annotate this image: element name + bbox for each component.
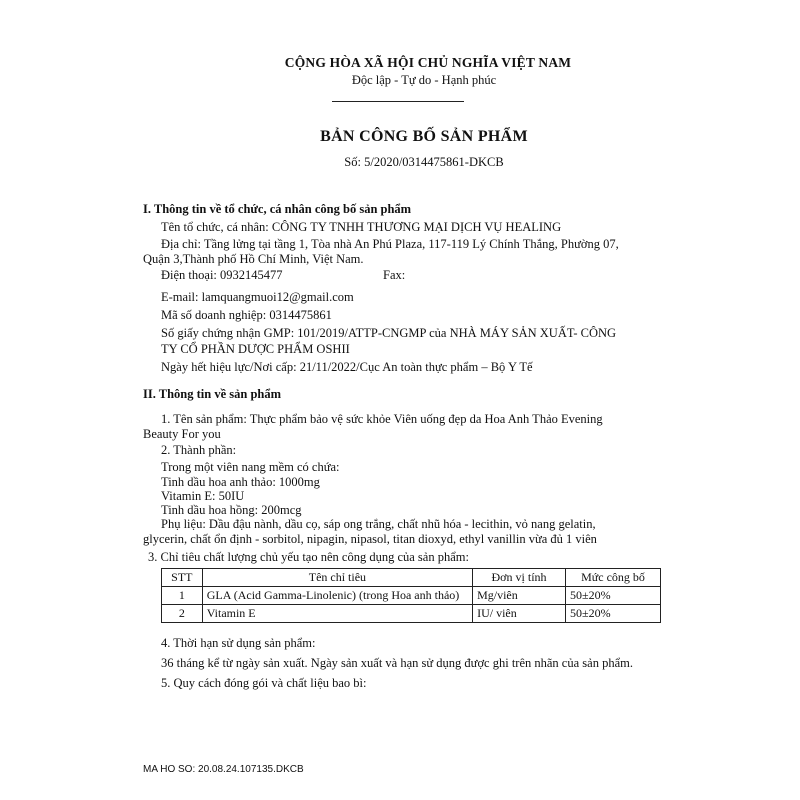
- table-header-row: [162, 569, 661, 587]
- address-line1: Địa chỉ: Tầng lửng tại tầng 1, Tòa nhà An Phú Plaza, 117-119 Lý Chính Thắng, Phường 07,: [161, 237, 619, 251]
- packaging-heading: 5. Quy cách đóng gói và chất liệu bao bì:: [161, 676, 367, 690]
- table-cell: GLA (Acid Gamma-Linolenic) (trong Hoa anh thảo): [202, 587, 472, 605]
- shelf-life-text: 36 tháng kể từ ngày sản xuất. Ngày sản xuất và hạn sử dụng được ghi trên nhãn của sản phẩm.: [161, 656, 633, 670]
- tax-code: Mã số doanh nghiệp: 0314475861: [161, 308, 332, 322]
- table-header-cell: Đơn vị tính: [473, 569, 566, 587]
- national-motto: Độc lập - Tự do - Hạnh phúc: [351, 73, 497, 87]
- record-code: MA HO SO: 20.08.24.107135.DKCB: [143, 764, 304, 775]
- section2-heading: II. Thông tin về sản phẩm: [143, 387, 282, 401]
- product-name-line2: Beauty For you: [143, 427, 221, 441]
- table-cell: 50±20%: [565, 587, 660, 605]
- ingredients-intro: Trong một viên nang mềm có chứa:: [161, 460, 340, 474]
- table-row: [162, 605, 661, 623]
- ingredient-3: Tinh dầu hoa hồng: 200mcg: [161, 503, 302, 517]
- quality-heading: 3. Chỉ tiêu chất lượng chủ yếu tạo nên công dụng của sản phẩm:: [148, 550, 469, 564]
- table-cell: 2: [162, 605, 203, 623]
- shelf-life-heading: 4. Thời hạn sử dụng sản phẩm:: [161, 636, 316, 650]
- email: E-mail: lamquangmuoi12@gmail.com: [161, 290, 354, 304]
- table-cell: Vitamin E: [202, 605, 472, 623]
- document-number: Số: 5/2020/0314475861-DKCB: [344, 155, 504, 169]
- validity: Ngày hết hiệu lực/Nơi cấp: 21/11/2022/Cục An toàn thực phẩm – Bộ Y Tế: [161, 360, 533, 374]
- org-name: Tên tổ chức, cá nhân: CÔNG TY TNHH THƯƠNG MẠI DỊCH VỤ HEALING: [161, 220, 562, 234]
- excipients-line2: glycerin, chất ổn định - sorbitol, nipagin, nipasol, titan dioxyd, ethyl vanillin vừa đủ 1 viên: [143, 532, 597, 546]
- address-line2: Quận 3,Thành phố Hồ Chí Minh, Việt Nam.: [143, 252, 364, 266]
- ingredient-2: Vitamin E: 50IU: [161, 489, 245, 503]
- gmp-line2: TY CỔ PHẦN DƯỢC PHẨM OSHII: [161, 342, 350, 356]
- table-header-cell: STT: [162, 569, 203, 587]
- header-divider: [332, 101, 464, 102]
- gmp-line1: Số giấy chứng nhận GMP: 101/2019/ATTP-CNGMP của NHÀ MÁY SẢN XUẤT- CÔNG: [161, 326, 617, 340]
- ingredients-heading: 2. Thành phần:: [161, 443, 237, 457]
- table-cell: 50±20%: [565, 605, 660, 623]
- quality-table: [161, 568, 661, 623]
- ingredient-1: Tinh dầu hoa anh thảo: 1000mg: [161, 475, 320, 489]
- table-cell: Mg/viên: [473, 587, 566, 605]
- table-header-cell: Tên chỉ tiêu: [202, 569, 472, 587]
- section1-heading: I. Thông tin về tổ chức, cá nhân công bố sản phẩm: [143, 202, 412, 216]
- table-header-cell: Mức công bố: [565, 569, 660, 587]
- national-title: CỘNG HÒA XÃ HỘI CHỦ NGHĨA VIỆT NAM: [284, 55, 572, 70]
- table-cell: 1: [162, 587, 203, 605]
- excipients-line1: Phụ liệu: Dầu đậu nành, dầu cọ, sáp ong trắng, chất nhũ hóa - lecithin, vỏ nang gelatin,: [161, 517, 596, 531]
- fax: Fax:: [383, 268, 406, 282]
- product-name-line1: 1. Tên sản phẩm: Thực phẩm bảo vệ sức khỏe Viên uống đẹp da Hoa Anh Thảo Evening: [161, 412, 603, 426]
- phone: Điện thoại: 0932145477: [161, 268, 283, 282]
- document-title: BẢN CÔNG BỐ SẢN PHẨM: [320, 128, 528, 145]
- table-row: [162, 587, 661, 605]
- table-cell: IU/ viên: [473, 605, 566, 623]
